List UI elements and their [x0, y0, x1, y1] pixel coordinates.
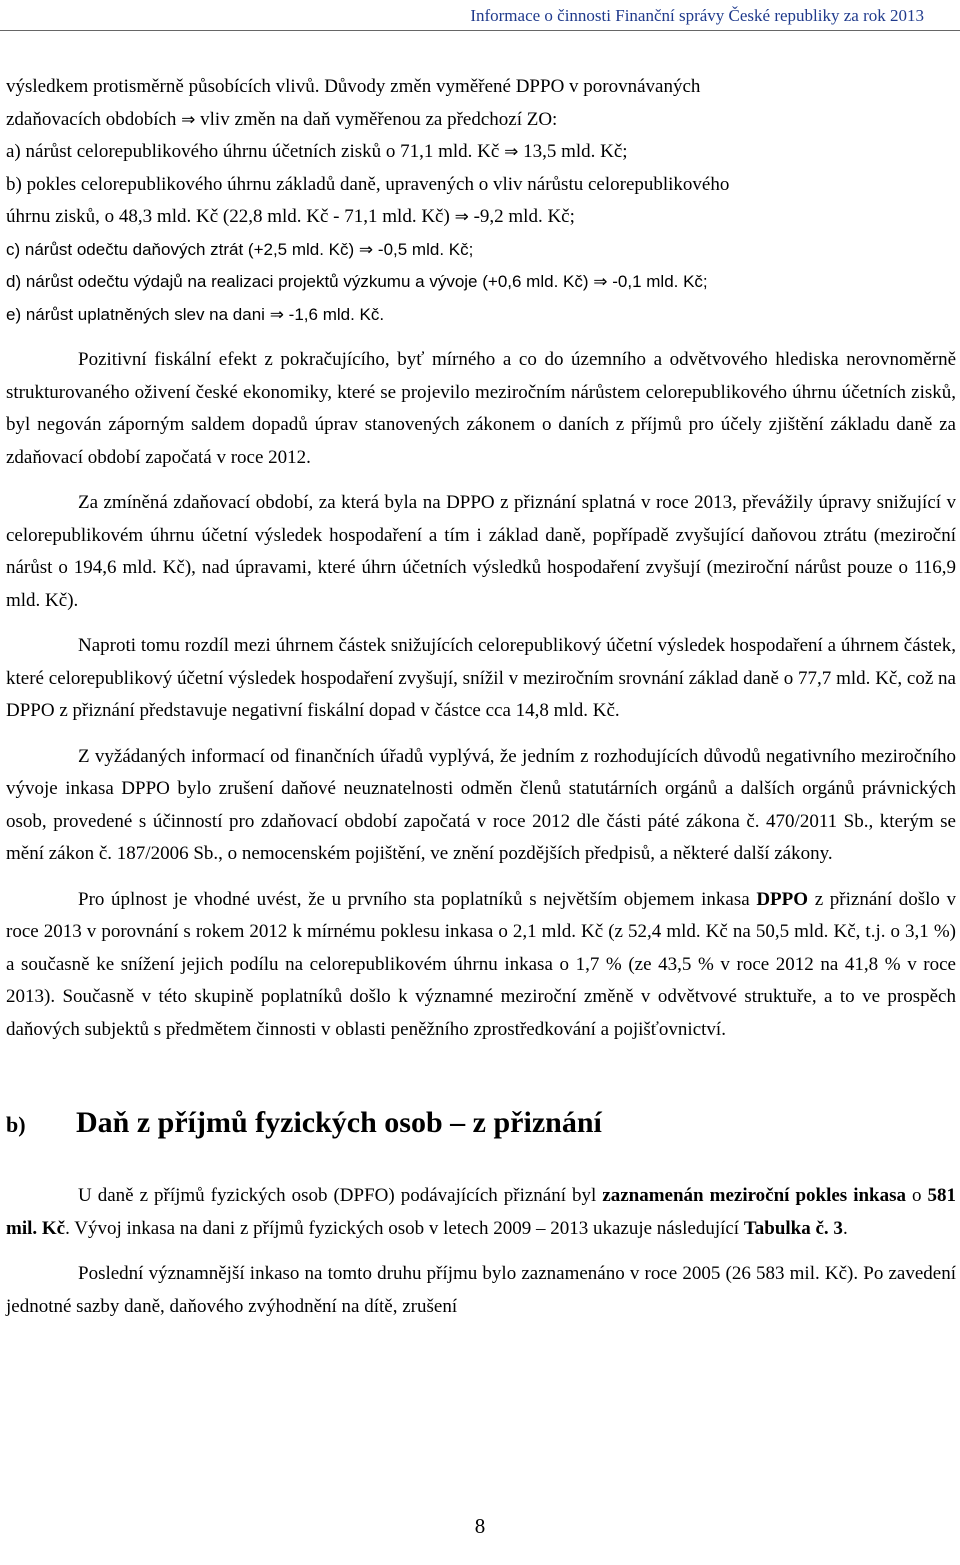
top-payers-bold: DPPO [756, 888, 809, 910]
item-b-line-1: b) pokles celorepublikového úhrnu základů daně, upravených o vliv nárůstu celorepublikového [6, 173, 730, 195]
paragraph-adjustments: Za zmíněná zdaňovací období, za která byla na DPPO z přiznání splatná v roce 2013, převážily úpravy snižující v celorepublikovém úhrnu účetní výsledek hospodaření a tím i základ daně, popřípadě zvyšující daňovou ztrátu (meziroční nárůst o 194,6 mld. Kč), nad úpravami, které úhrn účetních výsledků hospodaření zvyšují (meziroční nárůst pouze o 116,9 mld. Kč). [6, 492, 956, 611]
paragraph-difference: Naproti tomu rozdíl mezi úhrnem částek snižujících celorepublikový účetní výsledek hospodaření a úhrnem částek, které celorepublikový účetní výsledek hospodaření zvyšují, snížil v meziročním srovnání základ daně o 77,7 mld. Kč, což na DPPO z přiznání představuje negativní fiskální dopad v částce cca 14,8 mld. Kč. [6, 635, 956, 721]
item-b-value: -9,2 mld. Kč; [473, 206, 575, 227]
dpfo-text-3: . Vývoj inkasa na dani z příjmů fyzických osob v letech 2009 – 2013 ukazuje následující [65, 1217, 740, 1239]
intro-line-2-text: zdaňovacích obdobích [6, 108, 177, 130]
item-d [6, 266, 956, 299]
page-number: 8 [474, 1514, 486, 1538]
item-d-text: d) nárůst odečtu výdajů na realizaci projektů výzkumu a vývoje (+0,6 mld. Kč) [6, 272, 589, 291]
header-rule [0, 30, 960, 31]
item-a-value: 13,5 mld. Kč; [523, 141, 628, 162]
implies-arrow-icon: ⇒ [269, 304, 284, 325]
top-payers-text-2: z přiznání došlo v roce 2013 v porovnání s rokem 2012 k mírnému poklesu inkasa o 2,1 mld. Kč (z 52,4 mld. Kč na 50,5 mld. Kč, t.j. o 3,1 %) a současně ke snížení jejich podílu na celorepublikovém úhrnu inkasa o 1,7 % (ze 43,5 % v roce 2012 na 41,8 % v roce 2013). Současně v této skupině poplatníků došlo k významné meziroční změně v odvětvové struktuře, a to ve prospěch daňových subjektů s předmětem činnosti v oblasti peněžního zprostředkování a pojišťovnictví. [6, 888, 957, 1040]
item-e-text: e) nárůst uplatněných slev na dani [6, 304, 265, 324]
intro-line-2-tail: vliv změn na daň vyměřenou za předchozí ZO: [200, 108, 558, 130]
item-b-line-2 [6, 201, 956, 234]
dpfo-bold-3: Tabulka č. 3 [743, 1217, 843, 1239]
implies-arrow-icon: ⇒ [504, 142, 519, 162]
item-a-text: a) nárůst celorepublikového úhrnu účetních zisků o 71,1 mld. Kč [6, 141, 500, 162]
paragraph-fiscal-effect: Pozitivní fiskální efekt z pokračujícího, byť mírného a co do územního a odvětvového hlediska nerovnoměrně strukturovaného oživení české ekonomiky, které se projevilo meziročním nárůstem celorepublikového úhrnu účetních zisků, byl negován záporným saldem dopadů úprav stanovených zákonem o daních z příjmů pro účely zjištění základu daně za zdaňovací období započatá v roce 2012. [6, 349, 956, 468]
paragraph-dpfo-intro [6, 1180, 956, 1245]
item-c-value: -0,5 mld. Kč; [377, 239, 474, 259]
dpfo-bold-1: zaznamenán meziroční pokles inkasa [602, 1185, 907, 1206]
top-payers-text-1: Pro úplnost je vhodné uvést, že u prvního sta poplatníků s největším objemem inkasa [78, 888, 750, 910]
dpfo-text-4: . [842, 1217, 848, 1239]
implies-arrow-icon: ⇒ [593, 272, 608, 292]
item-c [6, 234, 956, 267]
intro-line-1: výsledkem protisměrně působících vlivů. Důvody změn vyměřené DPPO v porovnávaných [6, 76, 701, 97]
dpfo-bold-2: 581 mil. Kč [6, 1185, 957, 1239]
page-body [6, 71, 956, 1323]
implies-arrow-icon: ⇒ [358, 239, 374, 260]
section-title: Daň z příjmů fyzických osob – z přiznání [76, 1106, 602, 1139]
dpfo-text-1: U daně z příjmů fyzických osob (DPFO) podávajících přiznání byl [78, 1185, 597, 1206]
item-e-value: -1,6 mld. Kč. [288, 304, 385, 324]
item-a [6, 136, 956, 169]
paragraph-dpfo-history: Poslední významnější inkaso na tomto druhu příjmu bylo zaznamenáno v roce 2005 (26 583 mil. Kč). Po zavedení jednotné sazby daně, daňového zvýhodnění na dítě, zrušení [6, 1263, 956, 1317]
dpfo-text-2: o [912, 1185, 922, 1206]
section-letter: b) [6, 1112, 26, 1137]
item-d-value: -0,1 mld. Kč; [612, 272, 708, 291]
item-e [6, 299, 956, 332]
item-c-text: c) nárůst odečtu daňových ztrát (+2,5 mld. Kč) [6, 239, 355, 259]
running-header: Informace o činnosti Finanční správy České republiky za rok 2013 [470, 6, 924, 25]
implies-arrow-icon: ⇒ [181, 109, 196, 130]
implies-arrow-icon: ⇒ [454, 207, 469, 227]
section-heading [6, 1107, 956, 1155]
intro-line-2 [6, 104, 956, 137]
paragraph-reasons: Z vyžádaných informací od finančních úřadů vyplývá, že jedním z rozhodujících důvodů negativního meziročního vývoje inkasa DPPO bylo zrušení daňové neuznatelnosti odměn členů statutárních orgánů a dalších orgánů právnických osob, provedené s účinností pro zdaňovací období započatá v roce 2012 dle části páté zákona č. 470/2011 Sb., kterým se mění zákon č. 187/2006 Sb., o nemocenském pojištění, ve znění pozdějších předpisů, a některé další zákony. [6, 745, 956, 864]
paragraph-top-payers [6, 884, 956, 1047]
item-b-text: úhrnu zisků, o 48,3 mld. Kč (22,8 mld. Kč - 71,1 mld. Kč) [6, 206, 450, 227]
